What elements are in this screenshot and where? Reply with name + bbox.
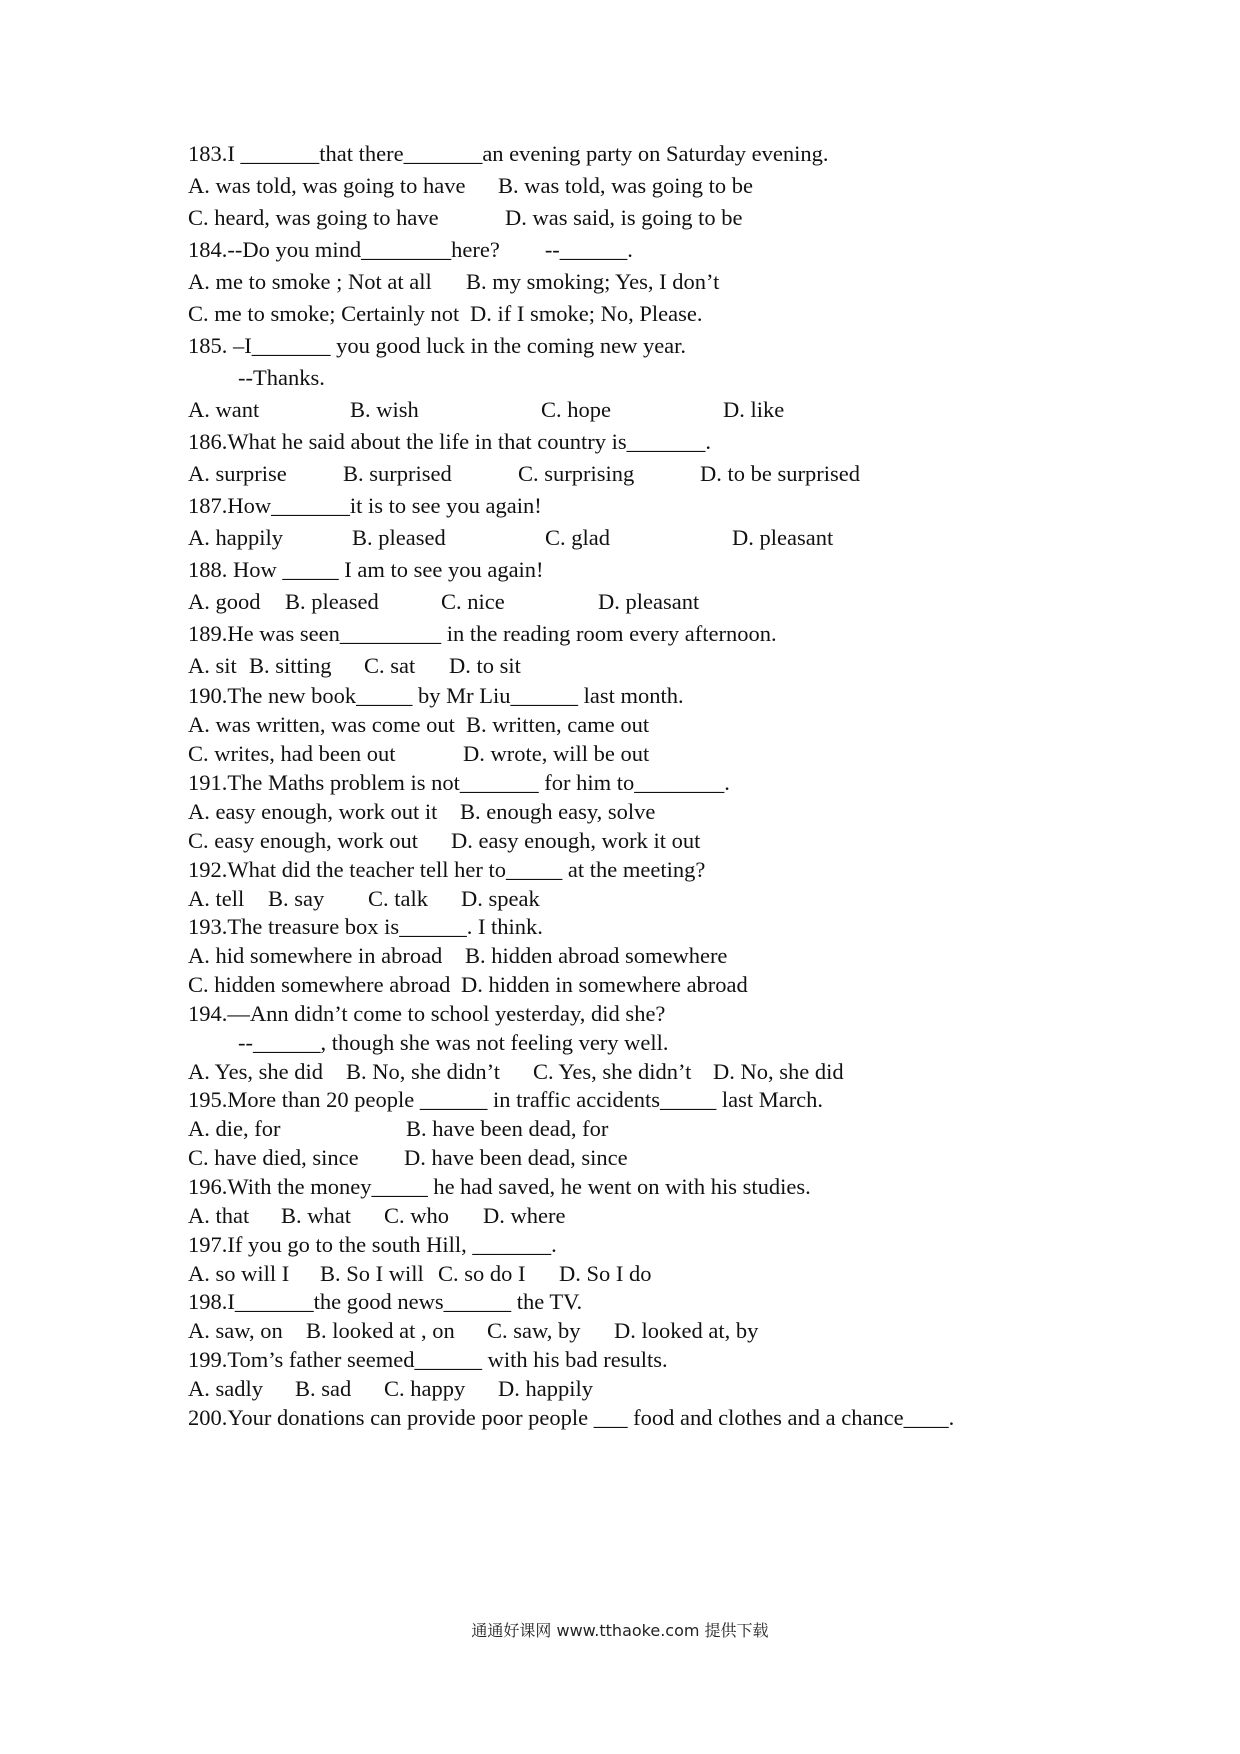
answer-option: C. so do I xyxy=(438,1261,526,1286)
answer-option: A. surprise xyxy=(188,461,287,486)
answer-option: A. so will I xyxy=(188,1261,290,1286)
answer-option: D. happily xyxy=(498,1376,593,1401)
answer-option: D. pleasant xyxy=(732,525,834,550)
answer-option: D. looked at, by xyxy=(614,1318,759,1343)
answer-option: A. was written, was come out xyxy=(188,712,455,737)
question-200: 200.Your donations can provide poor people ___ food and clothes and a chance____. xyxy=(188,1405,955,1430)
answer-option: A. good xyxy=(188,589,261,614)
answer-option: A. saw, on xyxy=(188,1318,283,1343)
answer-option: B. enough easy, solve xyxy=(460,799,656,824)
answer-option: D. to be surprised xyxy=(700,461,860,486)
answer-option: D. to sit xyxy=(449,653,521,678)
answer-option: D. if I smoke; No, Please. xyxy=(470,301,703,326)
answer-option: C. glad xyxy=(545,525,610,550)
answer-option: C. nice xyxy=(441,589,505,614)
answer-option: C. writes, had been out xyxy=(188,741,396,766)
question-195: 195.More than 20 people ______ in traffic accidents_____ last March. xyxy=(188,1087,824,1112)
question-188: 188. How _____ I am to see you again! xyxy=(188,557,544,582)
answer-option: D. speak xyxy=(461,886,540,911)
answer-option: C. hidden somewhere abroad xyxy=(188,972,451,997)
question-199: 199.Tom’s father seemed______ with his bad results. xyxy=(188,1347,668,1372)
answer-option: C. me to smoke; Certainly not xyxy=(188,301,460,326)
question-191: 191.The Maths problem is not_______ for him to________. xyxy=(188,770,730,795)
question-184: 184.--Do you mind________here? --______. xyxy=(188,237,633,262)
answer-option: A. want xyxy=(188,397,260,422)
answer-option: A. that xyxy=(188,1203,250,1228)
question-196: 196.With the money_____ he had saved, he went on with his studies. xyxy=(188,1174,811,1199)
answer-option: B. surprised xyxy=(343,461,452,486)
answer-option: D. So I do xyxy=(559,1261,652,1286)
answer-option: D. easy enough, work it out xyxy=(451,828,701,853)
answer-option: C. hope xyxy=(541,397,611,422)
question-192: 192.What did the teacher tell her to_____ at the meeting? xyxy=(188,857,706,882)
answer-option: B. was told, was going to be xyxy=(498,173,753,198)
answer-option: B. my smoking; Yes, I don’t xyxy=(466,269,720,294)
question-187: 187.How_______it is to see you again! xyxy=(188,493,542,518)
question-185: 185. –I_______ you good luck in the coming new year. xyxy=(188,333,687,358)
answer-option: B. wish xyxy=(350,397,419,422)
answer-option: B. pleased xyxy=(285,589,379,614)
question-189: 189.He was seen_________ in the reading room every afternoon. xyxy=(188,621,777,646)
question-198: 198.I_______the good news______ the TV. xyxy=(188,1289,583,1314)
answer-option: B. have been dead, for xyxy=(406,1116,609,1141)
question-190: 190.The new book_____ by Mr Liu______ last month. xyxy=(188,683,684,708)
answer-option: D. wrote, will be out xyxy=(463,741,650,766)
answer-option: B. So I will xyxy=(320,1261,424,1286)
answer-option: C. happy xyxy=(384,1376,466,1401)
question-185-reply: --Thanks. xyxy=(238,365,325,390)
answer-option: A. easy enough, work out it xyxy=(188,799,438,824)
question-183: 183.I _______that there_______an evening party on Saturday evening. xyxy=(188,141,829,166)
answer-option: B. No, she didn’t xyxy=(346,1059,500,1084)
answer-option: A. sit xyxy=(188,653,237,678)
answer-option: D. hidden in somewhere abroad xyxy=(461,972,748,997)
answer-option: C. sat xyxy=(364,653,416,678)
answer-option: A. sadly xyxy=(188,1376,263,1401)
answer-option: C. saw, by xyxy=(487,1318,581,1343)
answer-option: A. tell xyxy=(188,886,245,911)
answer-option: C. heard, was going to have xyxy=(188,205,439,230)
answer-option: C. easy enough, work out xyxy=(188,828,418,853)
answer-option: A. hid somewhere in abroad xyxy=(188,943,443,968)
answer-option: C. who xyxy=(384,1203,450,1228)
answer-option: B. pleased xyxy=(352,525,446,550)
answer-option: D. have been dead, since xyxy=(404,1145,628,1170)
answer-option: C. Yes, she didn’t xyxy=(533,1059,692,1084)
answer-option: D. No, she did xyxy=(713,1059,844,1084)
answer-option: B. sitting xyxy=(249,653,332,678)
answer-option: C. surprising xyxy=(518,461,635,486)
answer-option: B. say xyxy=(268,886,325,911)
question-186: 186.What he said about the life in that country is_______. xyxy=(188,429,712,454)
answer-option: C. talk xyxy=(368,886,428,911)
answer-option: A. die, for xyxy=(188,1116,281,1141)
answer-option: D. like xyxy=(723,397,785,422)
answer-option: B. hidden abroad somewhere xyxy=(465,943,728,968)
answer-option: A. happily xyxy=(188,525,283,550)
question-194-reply: --______, though she was not feeling very well. xyxy=(238,1030,669,1055)
answer-option: A. Yes, she did xyxy=(188,1059,324,1084)
question-194: 194.—Ann didn’t come to school yesterday, did she? xyxy=(188,1001,666,1026)
answer-option: A. was told, was going to have xyxy=(188,173,466,198)
page-footer: 通通好课网 www.tthaoke.com 提供下载 xyxy=(471,1621,769,1640)
answer-option: B. written, came out xyxy=(466,712,650,737)
answer-option: D. was said, is going to be xyxy=(505,205,743,230)
question-197: 197.If you go to the south Hill, _______. xyxy=(188,1232,557,1257)
question-193: 193.The treasure box is______. I think. xyxy=(188,914,543,939)
answer-option: D. pleasant xyxy=(598,589,700,614)
answer-option: D. where xyxy=(483,1203,566,1228)
answer-option: B. sad xyxy=(295,1376,352,1401)
answer-option: C. have died, since xyxy=(188,1145,359,1170)
answer-option: A. me to smoke ; Not at all xyxy=(188,269,432,294)
answer-option: B. what xyxy=(281,1203,351,1228)
answer-option: B. looked at , on xyxy=(306,1318,455,1343)
